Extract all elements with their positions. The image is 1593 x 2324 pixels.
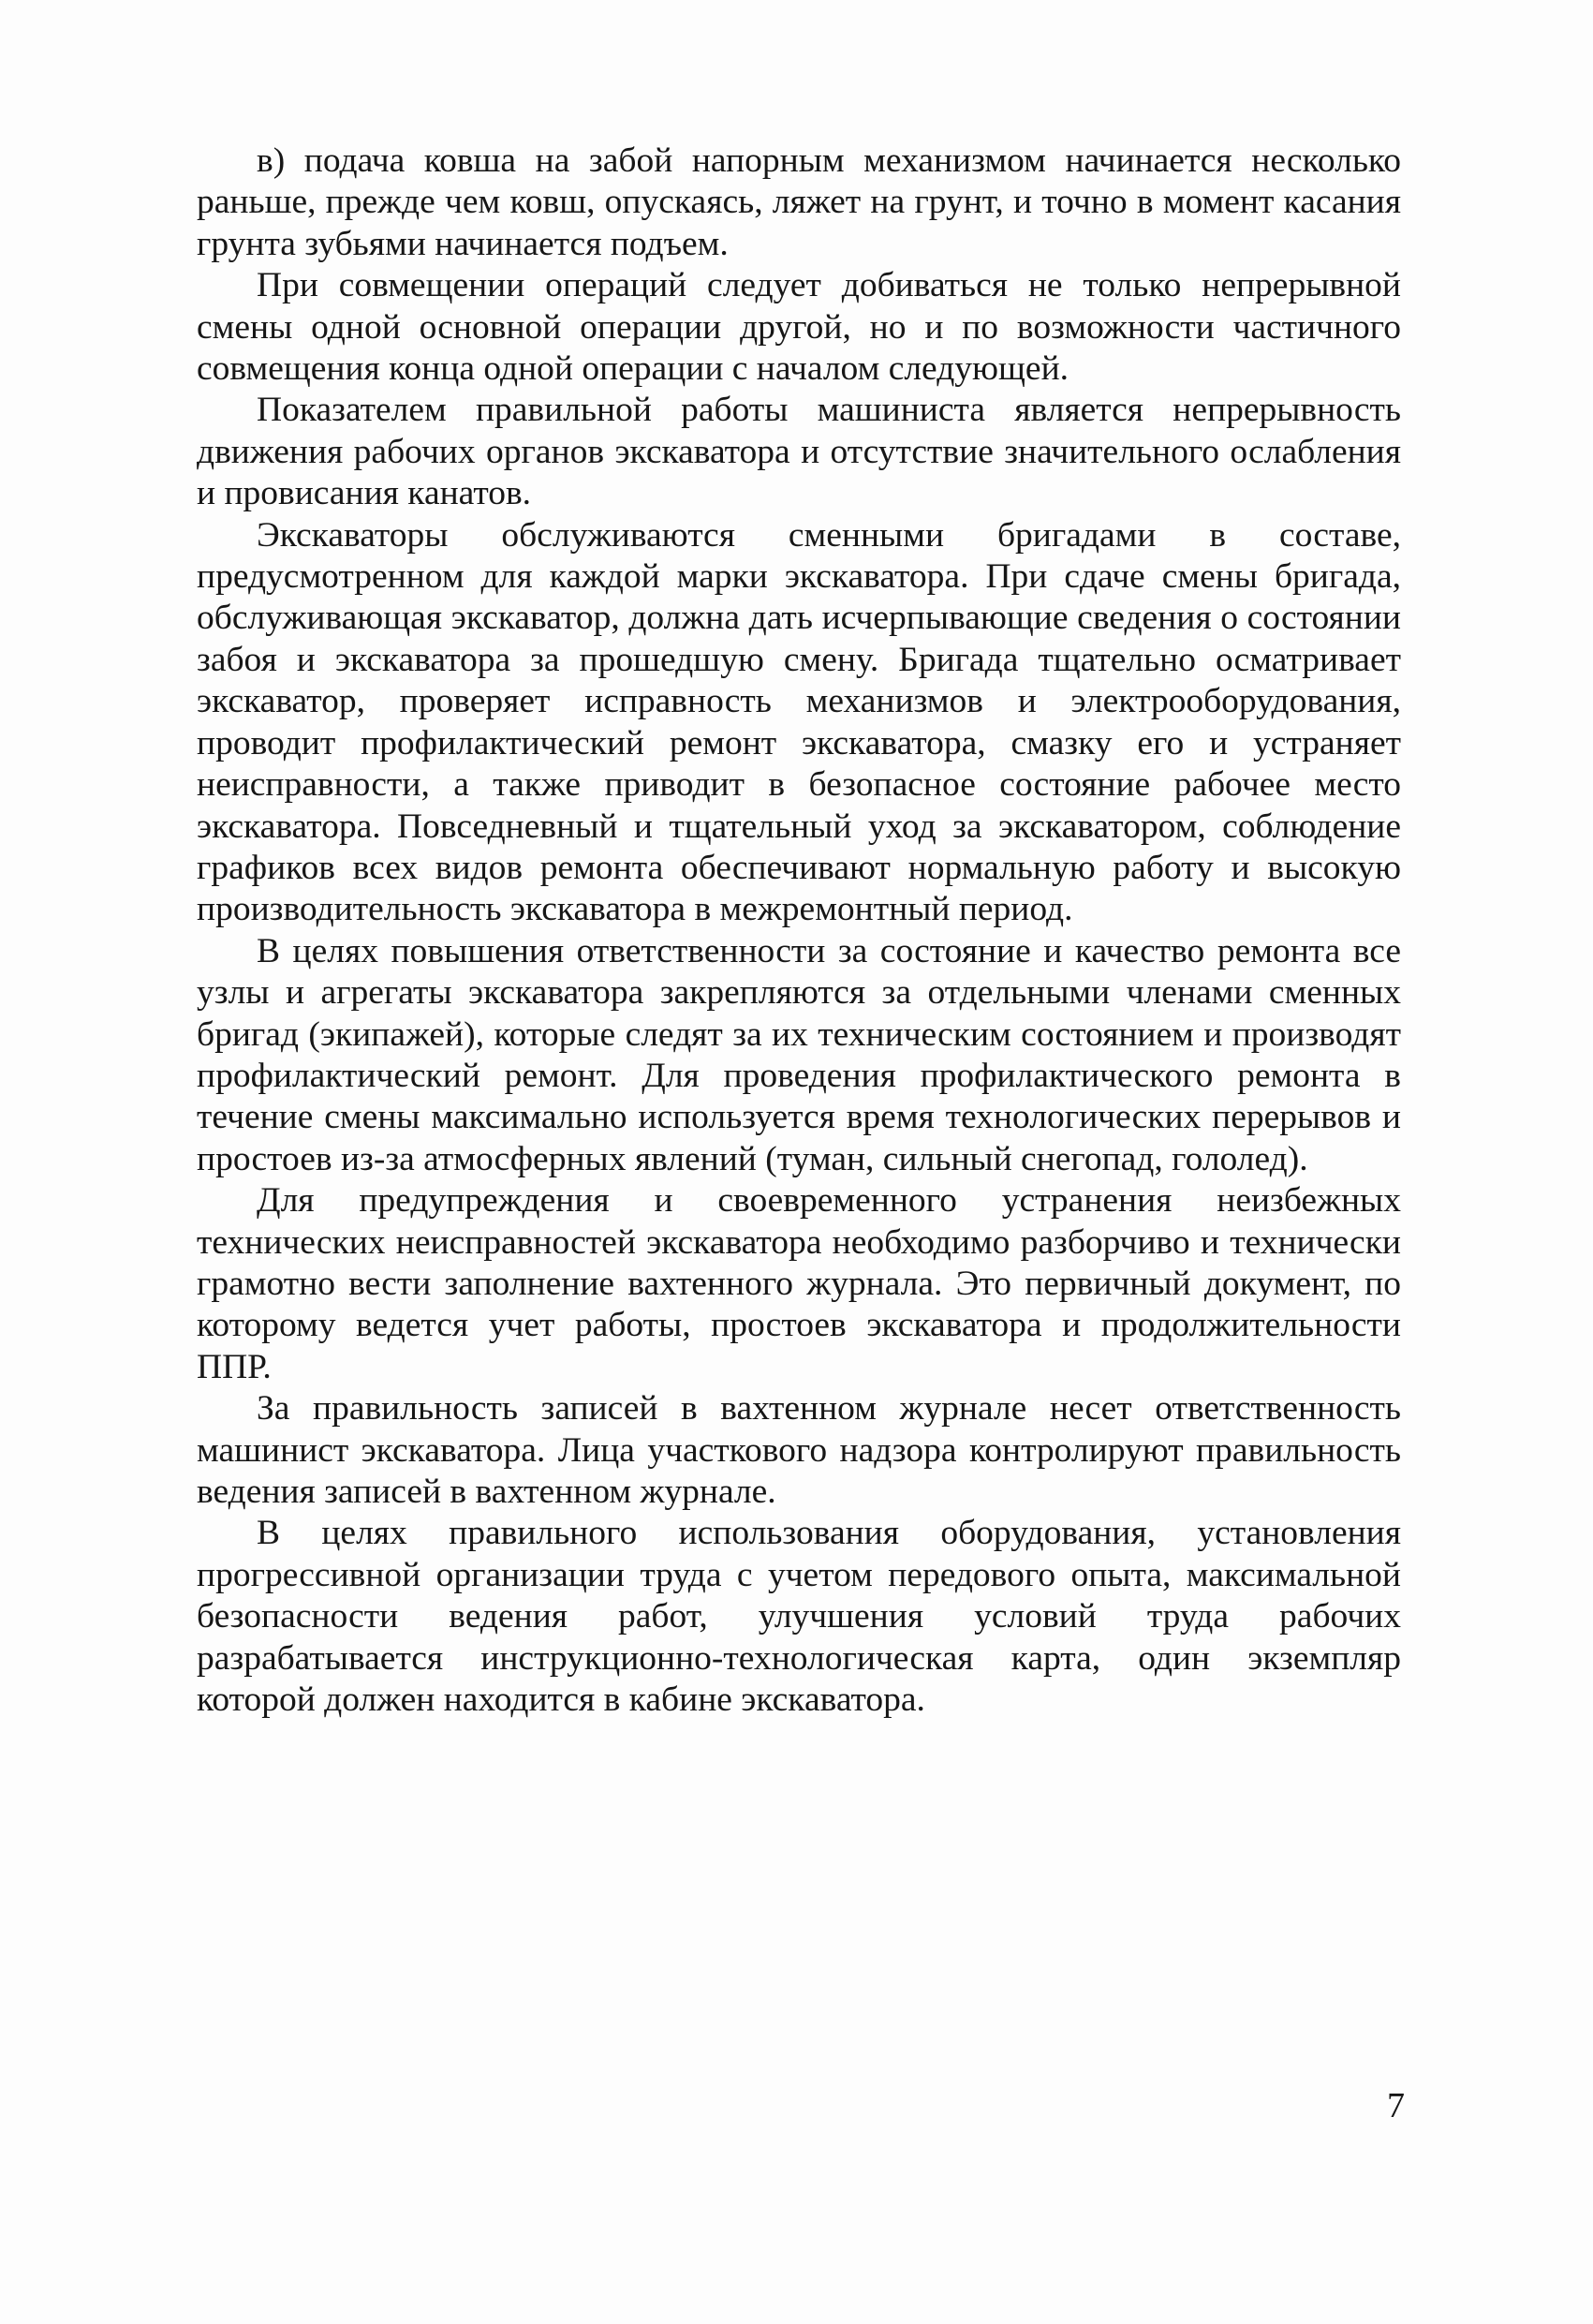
paragraph-technology-card: В целях правильного использования оборудования, установления прогрессивной организации труда с учетом передового опыта, максимальной безопасности ведения работ, улучшения условий труда рабочих разрабатывается инструкционно-технологическая карта, один экземпляр которой должен находится в кабине экскаватора. [197, 1514, 1401, 1720]
paragraph-operation-combining: При совмещении операций следует добиваться не только непрерывной смены одной основной операции другой, но и по возможности частичного совмещения конца одной операции с началом следующей. [197, 266, 1401, 389]
paragraph-bucket-feed: в) подача ковша на забой напорным механизмом начинается несколько раньше, прежде чем ковш, опускаясь, ляжет на грунт, и точно в момент касания грунта зубьями начинается подъем. [197, 141, 1401, 263]
body-text [197, 141, 1401, 1721]
paragraph-logbook-responsibility: За правильность записей в вахтенном журнале несет ответственность машинист экскаватора. Лица участкового надзора контролируют правильность ведения записей в вахтенном журнале. [197, 1389, 1401, 1511]
paragraph-operator-performance: Показателем правильной работы машиниста является непрерывность движения рабочих органов экскаватора и отсутствие значительного ослабления и провисания канатов. [197, 391, 1401, 513]
paragraph-responsibility: В целях повышения ответственности за состояние и качество ремонта все узлы и агрегаты экскаватора закрепляются за отдельными членами сменных бригад (экипажей), которые следят за их техническим состоянием и производят профилактический ремонт. Для проведения профилактического ремонта в течение смены максимально используется время технологических перерывов и простоев из-за атмосферных явлений (туман, сильный снегопад, гололед). [197, 931, 1401, 1178]
page-number: 7 [1387, 2086, 1405, 2125]
paragraph-logbook: Для предупреждения и своевременного устранения неизбежных технических неисправностей экскаватора необходимо разборчиво и технически грамотно вести заполнение вахтенного журнала. Это первичный документ, по которому ведется учет работы, простоев экскаватора и продолжительности ППР. [197, 1181, 1401, 1386]
paragraph-shift-crews: Экскаваторы обслуживаются сменными бригадами в составе, предусмотренном для каждой марки экскаватора. При сдаче смены бригада, обслуживающая экскаватор, должна дать исчерпывающие сведения о состоянии забоя и экскаватора за прошедшую смену. Бригада тщательно осматривает экскаватор, проверяет исправность механизмов и электрооборудования, проводит профилактический ремонт экскаватора, смазку его и устраняет неисправности, а также приводит в безопасное состояние рабочее место экскаватора. Повседневный и тщательный уход за экскаватором, соблюдение графиков всех видов ремонта обеспечивают нормальную работу и высокую производительность экскаватора в межремонтный период. [197, 515, 1401, 929]
